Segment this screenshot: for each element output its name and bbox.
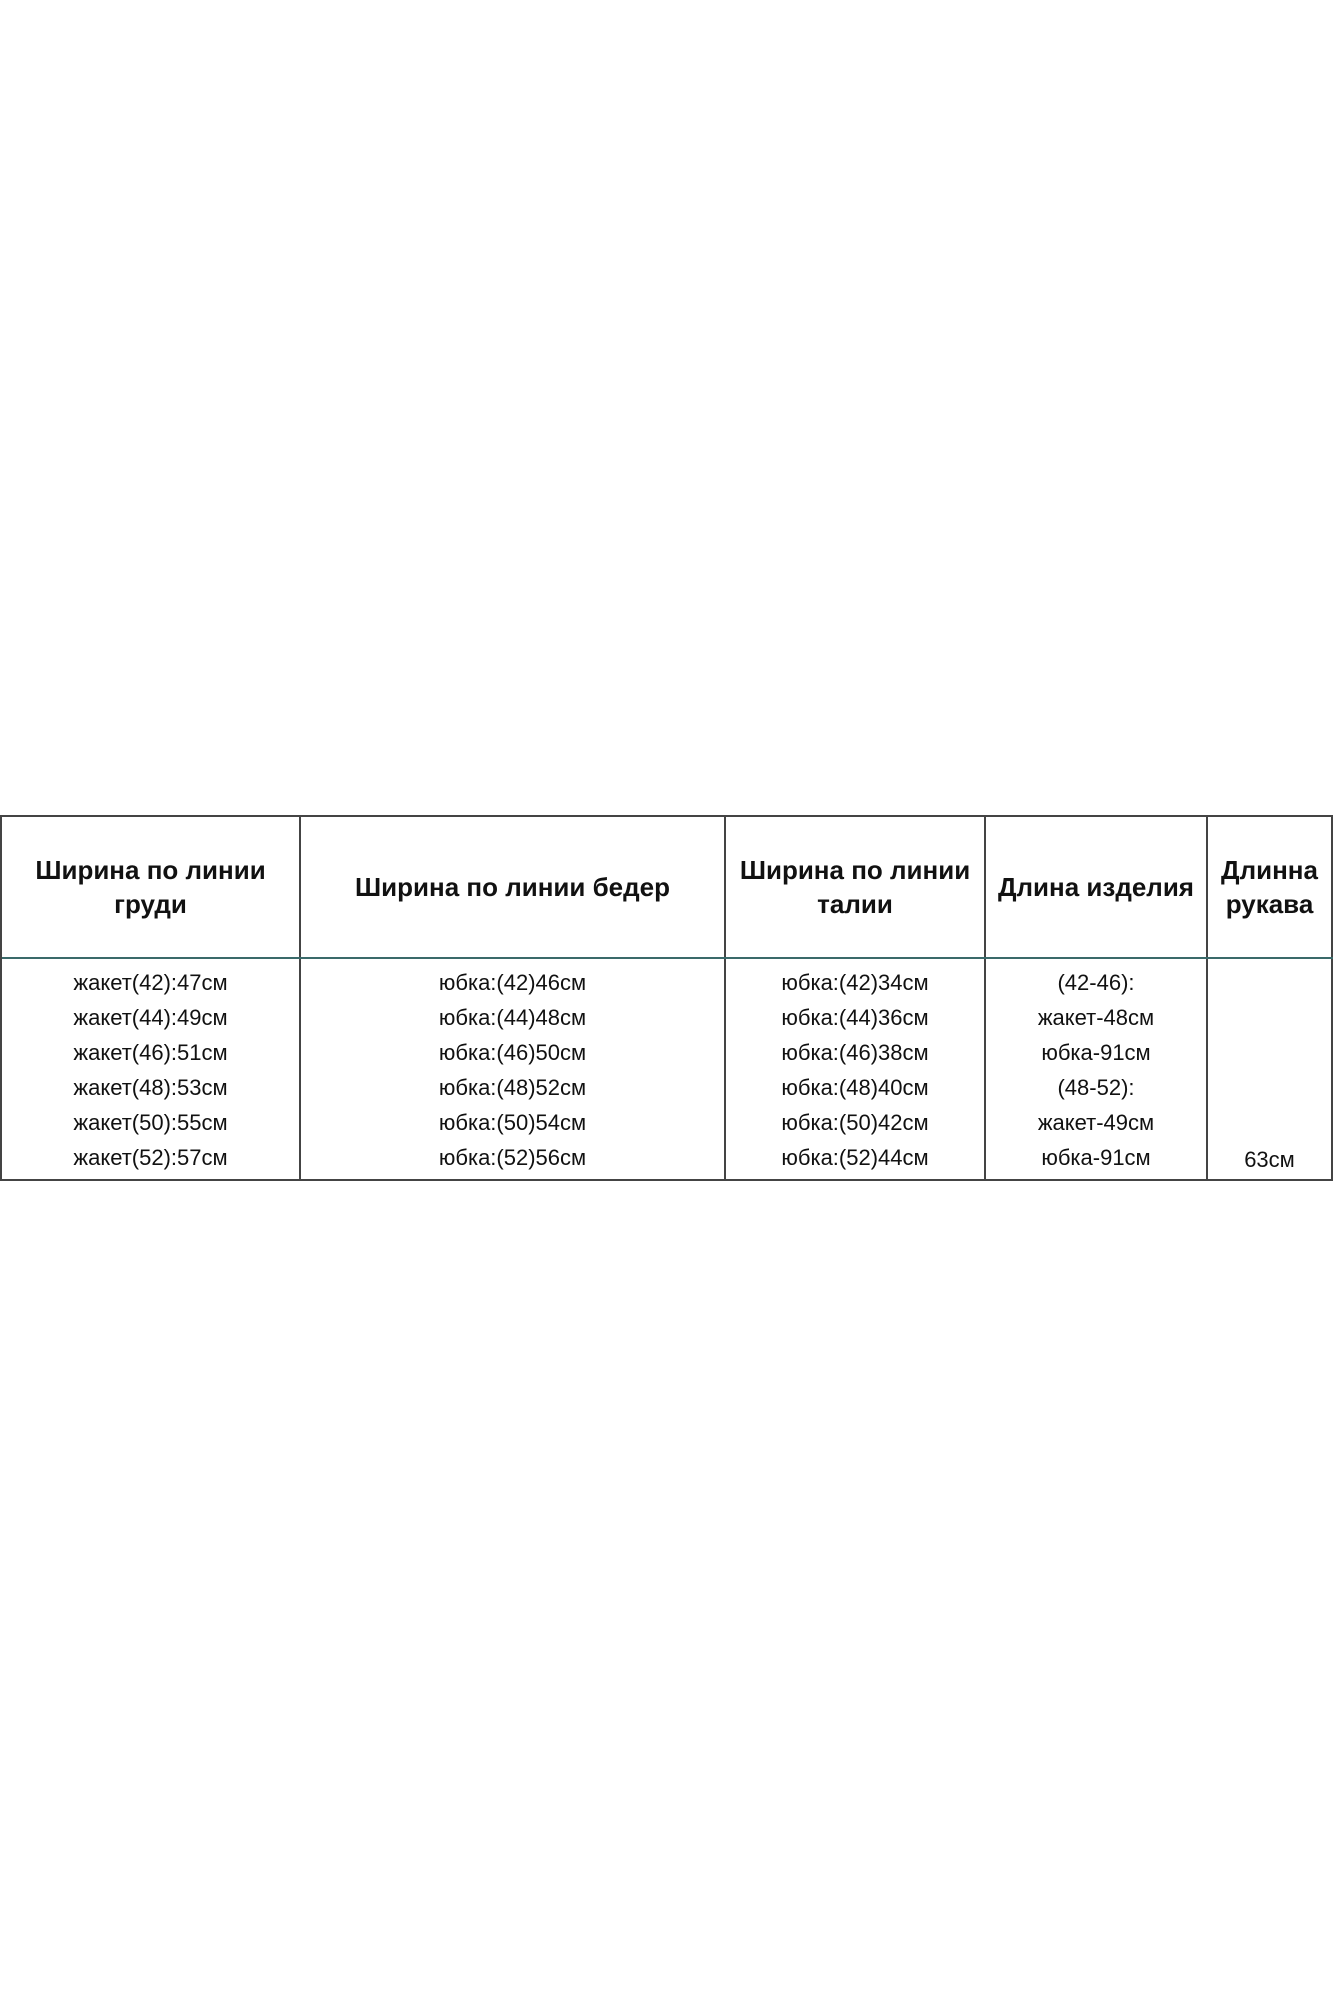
header-hip-width: Ширина по линии бедер [301,817,726,957]
waist-value: юбка:(50)42см [781,1110,929,1135]
chest-value: жакет(48):53см [73,1075,228,1100]
waist-value: юбка:(48)40см [781,1075,929,1100]
length-value: юбка-91см [1041,1040,1151,1065]
length-value: жакет-49см [1037,1110,1155,1135]
hip-value: юбка:(46)50см [438,1040,587,1065]
length-value: юбка-91см [1041,1145,1151,1170]
chest-value: жакет(46):51см [73,1040,228,1065]
hip-value: юбка:(52)56см [438,1145,587,1170]
hip-width-cell [301,959,726,1181]
hip-value: юбка:(44)48см [438,1005,587,1030]
length-value: жакет-48см [1037,1005,1155,1030]
sleeve-value: 63см [1244,1147,1295,1172]
waist-value: юбка:(44)36см [781,1005,929,1030]
header-sleeve-length: Длинна рукава [1208,817,1333,957]
waist-value: юбка:(52)44см [781,1145,929,1170]
chest-value: жакет(44):49см [73,1005,228,1030]
table-header-row [2,817,1333,959]
hip-value: юбка:(42)46см [438,970,587,995]
size-table [0,815,1333,1181]
chest-width-cell [2,959,301,1181]
chest-value: жакет(42):47см [73,970,228,995]
table-body-row [2,959,1333,1181]
hip-value: юбка:(48)52см [438,1075,587,1100]
header-waist-width: Ширина по линии талии [726,817,986,957]
length-value: (42-46): [1057,970,1135,995]
header-item-length: Длина изделия [986,817,1208,957]
waist-value: юбка:(46)38см [781,1040,929,1065]
chest-value: жакет(50):55см [73,1110,228,1135]
chest-value: жакет(52):57см [73,1145,228,1170]
header-chest-width: Ширина по линии груди [2,817,301,957]
length-value: (48-52): [1057,1075,1135,1100]
sleeve-length-cell [1208,959,1333,1181]
item-length-cell [986,959,1208,1181]
waist-value: юбка:(42)34см [781,970,929,995]
hip-value: юбка:(50)54см [438,1110,587,1135]
waist-width-cell [726,959,986,1181]
